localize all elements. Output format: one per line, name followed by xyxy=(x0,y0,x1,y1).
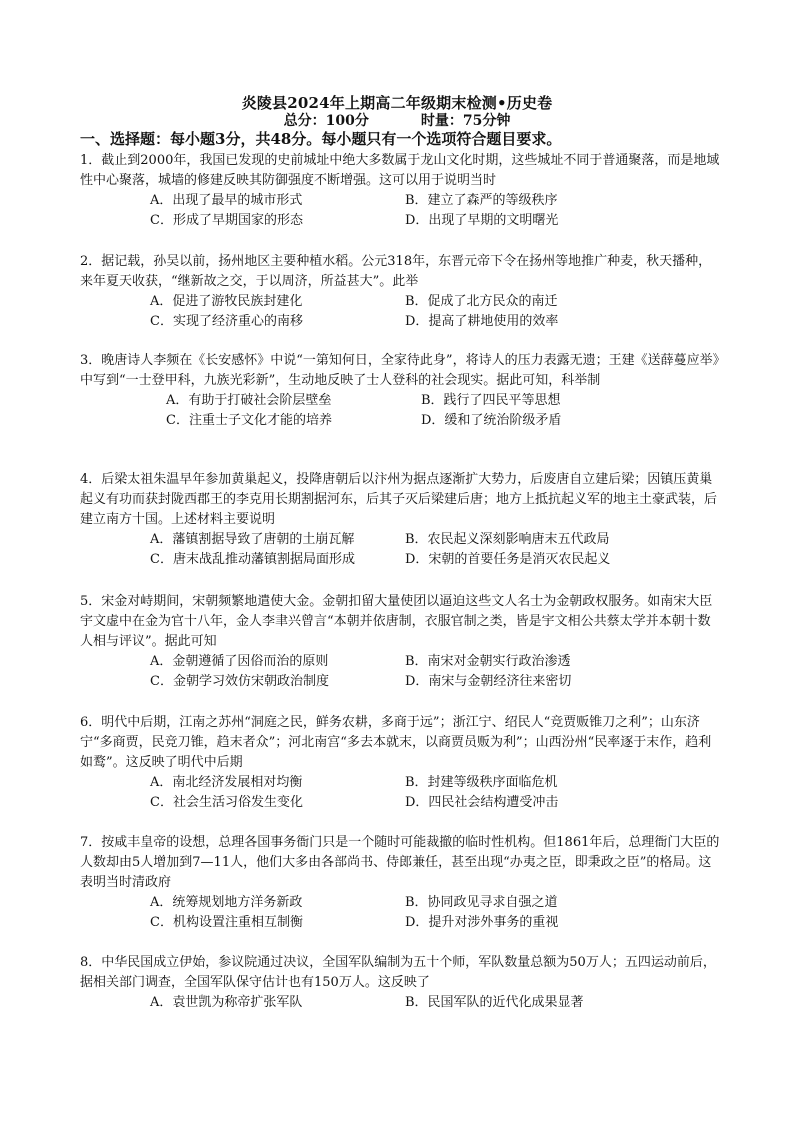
question-4 xyxy=(80,470,720,570)
option-b: B．南宋对金朝实行政治渗透 xyxy=(405,654,571,669)
option-a: A．南北经济发展相对均衡 xyxy=(150,775,303,790)
option-d: D．提升对涉外事务的重视 xyxy=(405,915,559,930)
option-b: B．建立了森严的等级秩序 xyxy=(405,193,558,208)
options xyxy=(150,773,720,813)
question-stem: 4．后梁太祖朱温早年参加黄巢起义，投降唐朝后以汴州为据点逐渐扩大势力，后废唐自立建后梁；因镇压黄巢起义有功而获封陇西郡王的李克用长期割据河东，后其子灭后梁建后唐；地方上抵抗起义军的地主土豪武装，后建立南方十国。上述材料主要说明 xyxy=(80,472,718,527)
option-d: D．四民社会结构遭受冲击 xyxy=(405,795,559,810)
section-heading: 一、选择题：每小题3分，共48分。每小题只有一个选项符合题目要求。 xyxy=(80,130,562,148)
question-stem: 3．晚唐诗人李频在《长安感怀》中说“一第知何日，全家待此身”，将诗人的压力表露无遗；王建《送薛蔓应举》中写到“一士登甲科，九族光彩新”，生动地反映了士人登科的社会现实。据此可知，科举制 xyxy=(80,353,720,388)
options xyxy=(150,893,720,933)
option-a: A．有助于打破社会阶层壁垒 xyxy=(166,393,332,408)
option-b: B．封建等级秩序面临危机 xyxy=(405,775,558,790)
option-a: A．袁世凯为称帝扩张军队 xyxy=(150,995,303,1010)
options xyxy=(150,652,720,692)
option-a: A．藩镇割据导致了唐朝的土崩瓦解 xyxy=(150,532,355,547)
option-c: C．唐末战乱推动藩镇割据局面形成 xyxy=(150,552,355,567)
option-a: A．出现了最早的城市形式 xyxy=(150,193,303,208)
option-c: C．实现了经济重心的南移 xyxy=(150,314,303,329)
question-stem: 6．明代中后期，江南之苏州“洞庭之民，鲜务农耕，多商于远”；浙江宁、绍民人“竞贾贩锥刀之利”；山东济宁“多商贾，民竞刀锥，趋末者众”；河北南宫“多去本就末，以商贾员贩为利”；山西汾州“民率逐于末作，趋利如鹜”。这反映了明代中后期 xyxy=(80,715,712,770)
option-c: C．注重士子文化才能的培养 xyxy=(166,413,332,428)
option-d: D．南宋与金朝经济往来密切 xyxy=(405,674,572,689)
question-stem: 8．中华民国成立伊始，参议院通过决议，全国军队编制为五十个师，军队数量总额为50万人；五四运动前后，据相关部门调查，全国军队保守估计也有150万人。这反映了 xyxy=(80,955,716,990)
total-score: 总分：100分 xyxy=(283,113,369,129)
option-c: C．金朝学习效仿宋朝政治制度 xyxy=(150,674,329,689)
option-a: A．统筹规划地方洋务新政 xyxy=(150,895,303,910)
question-stem: 7．按咸丰皇帝的设想，总理各国事务衙门只是一个随时可能裁撤的临时性机构。但1861年后，总理衙门大臣的人数却由5人增加到7—11人，他们大多由各部尚书、侍郎兼任，甚至出现“办夷之臣，即秉政之臣”的格局。这表明当时清政府 xyxy=(80,835,720,890)
question-stem: 1．截止到2000年，我国已发现的史前城址中绝大多数属于龙山文化时期，这些城址不同于普通聚落，而是地域性中心聚落，城墙的修建反映其防御强度不断增强。这可以用于说明当时 xyxy=(80,153,720,188)
option-d: D．缓和了统治阶级矛盾 xyxy=(421,413,562,428)
option-b: B．践行了四民平等思想 xyxy=(421,393,561,408)
question-7 xyxy=(80,833,720,933)
options xyxy=(166,391,720,431)
option-b: B．协同政见寻求自强之道 xyxy=(405,895,558,910)
question-1 xyxy=(80,151,720,231)
option-a: A．金朝遵循了因俗而治的原则 xyxy=(150,654,329,669)
option-b: B．促成了北方民众的南迁 xyxy=(405,294,558,309)
option-d: D．出现了早期的文明曙光 xyxy=(405,213,559,228)
options xyxy=(150,530,720,570)
exam-title: 炎陵县2024年上期高二年级期末检测•历史卷 xyxy=(241,94,553,112)
question-5 xyxy=(80,592,720,692)
question-stem: 2．据记载，孙吴以前，扬州地区主要种植水稻。公元318年，东晋元帝下令在扬州等地推广种麦，秋天播种，来年夏天收获，“继新故之交，于以周济，所益甚大”。此举 xyxy=(80,254,712,289)
option-d: D．提高了耕地使用的效率 xyxy=(405,314,559,329)
question-8 xyxy=(80,953,720,1013)
exam-meta xyxy=(0,110,794,130)
options xyxy=(150,191,720,231)
option-b: B．农民起义深刻影响唐末五代政局 xyxy=(405,532,610,547)
question-3 xyxy=(80,351,720,431)
question-2 xyxy=(80,252,720,332)
options xyxy=(150,993,720,1013)
option-c: C．形成了早期国家的形态 xyxy=(150,213,303,228)
exam-time: 时量：75分钟 xyxy=(420,113,511,129)
question-6 xyxy=(80,713,720,813)
option-d: D．宋朝的首要任务是消灭农民起义 xyxy=(405,552,611,567)
options xyxy=(150,292,720,332)
option-a: A．促进了游牧民族封建化 xyxy=(150,294,303,309)
option-c: C．机构设置注重相互制衡 xyxy=(150,915,303,930)
question-stem: 5．宋金对峙期间，宋朝频繁地遣使大金。金朝扣留大量使团以逼迫这些文人名士为金朝政权服务。如南宋大臣宇文虚中在金为官十八年，金人李聿兴曾言“本朝并依唐制，衣服官制之类，皆是宇文相公共蔡太学并本朝十数人相与评议”。据此可知 xyxy=(80,594,713,649)
option-c: C．社会生活习俗发生变化 xyxy=(150,795,303,810)
option-b: B．民国军队的近代化成果显著 xyxy=(405,995,584,1010)
